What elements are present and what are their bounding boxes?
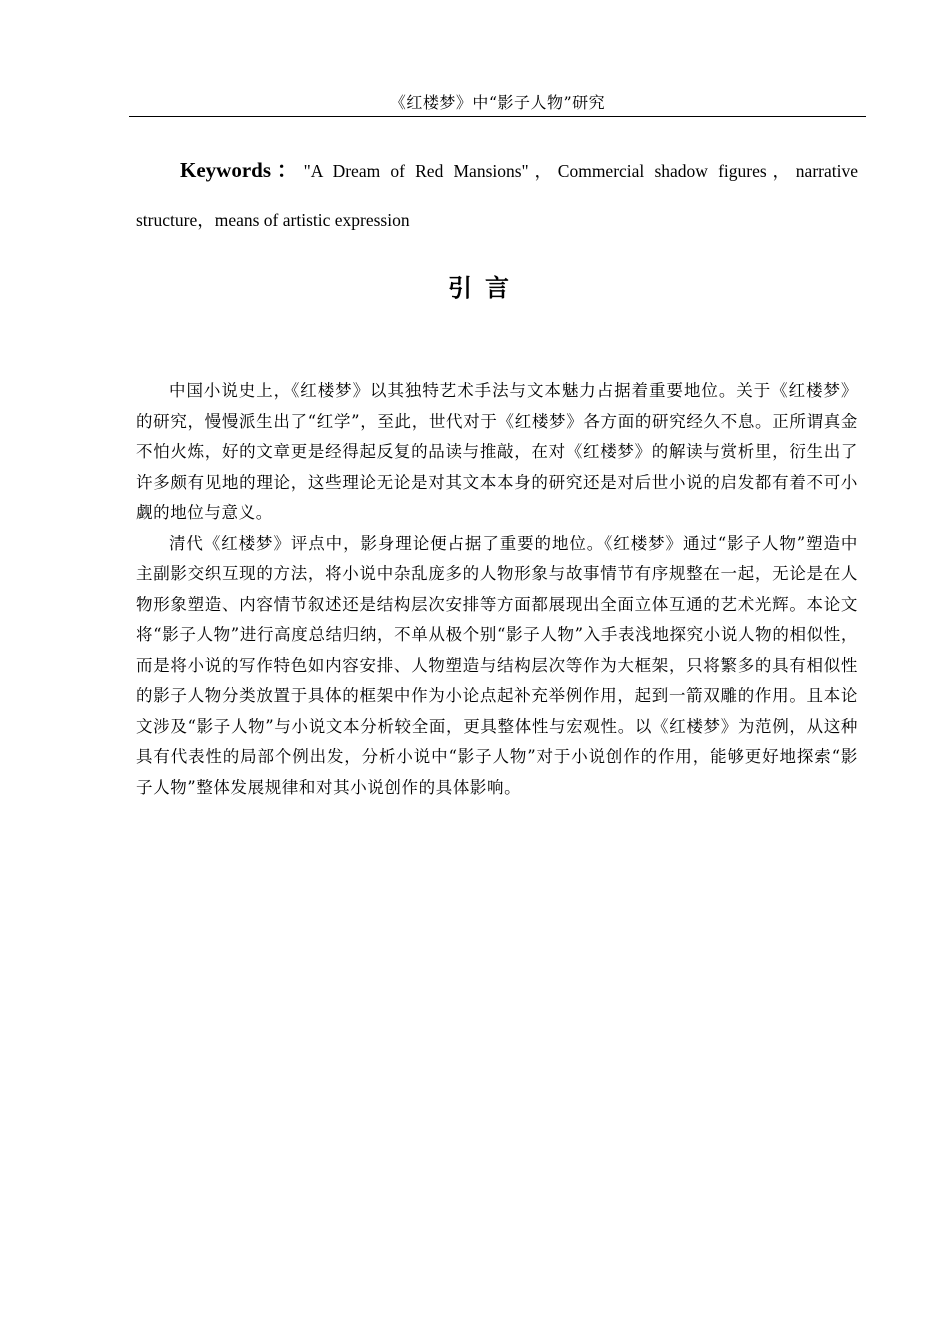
running-title: 《红楼梦》中“影子人物”研究	[389, 93, 606, 112]
running-header	[129, 92, 866, 117]
paragraph: 清代《红楼梦》评点中，影身理论便占据了重要的地位。《红楼梦》通过“影子人物”塑造中主副影交织互现的方法，将小说中杂乱庞多的人物形象与故事情节有序规整在一起，无论是在人物形象塑造、内容情节叙述还是结构层次安排等方面都展现出全面立体互通的艺术光辉。本论文将“影子人物”进行高度总结归纳，不单从极个别“影子人物”入手表浅地探究小说人物的相似性，而是将小说的写作特色如内容安排、人物塑造与结构层次等作为大框架，只将繁多的具有相似性的影子人物分类放置于具体的框架中作为小论点起补充举例作用，起到一箭双雕的作用。且本论文涉及“影子人物”与小说文本分析较全面，更具整体性与宏观性。以《红楼梦》为范例，从这种具有代表性的局部个例出发，分析小说中“影子人物”对于小说创作的作用，能够更好地探索“影子人物”整体发展规律和对其小说创作的具体影响。	[136, 533, 858, 797]
keywords-block	[136, 146, 858, 245]
section-title: 引言	[448, 274, 522, 302]
keywords-text: "A Dream of Red Mansions"，Commercial shadow figures，narrative structure，means of artistic expression	[136, 161, 858, 230]
keywords-label: Keywords：	[180, 158, 304, 182]
body-text	[136, 376, 858, 803]
paragraph: 中国小说史上，《红楼梦》以其独特艺术手法与文本魅力占据着重要地位。关于《红楼梦》的研究，慢慢派生出了“红学”，至此，世代对于《红楼梦》各方面的研究经久不息。正所谓真金不怕火炼，好的文章更是经得起反复的品读与推敲，在对《红楼梦》的解读与赏析里，衍生出了许多颇有见地的理论，这些理论无论是对其文本本身的研究还是对后世小说的启发都有着不可小觑的地位与意义。	[136, 381, 858, 522]
